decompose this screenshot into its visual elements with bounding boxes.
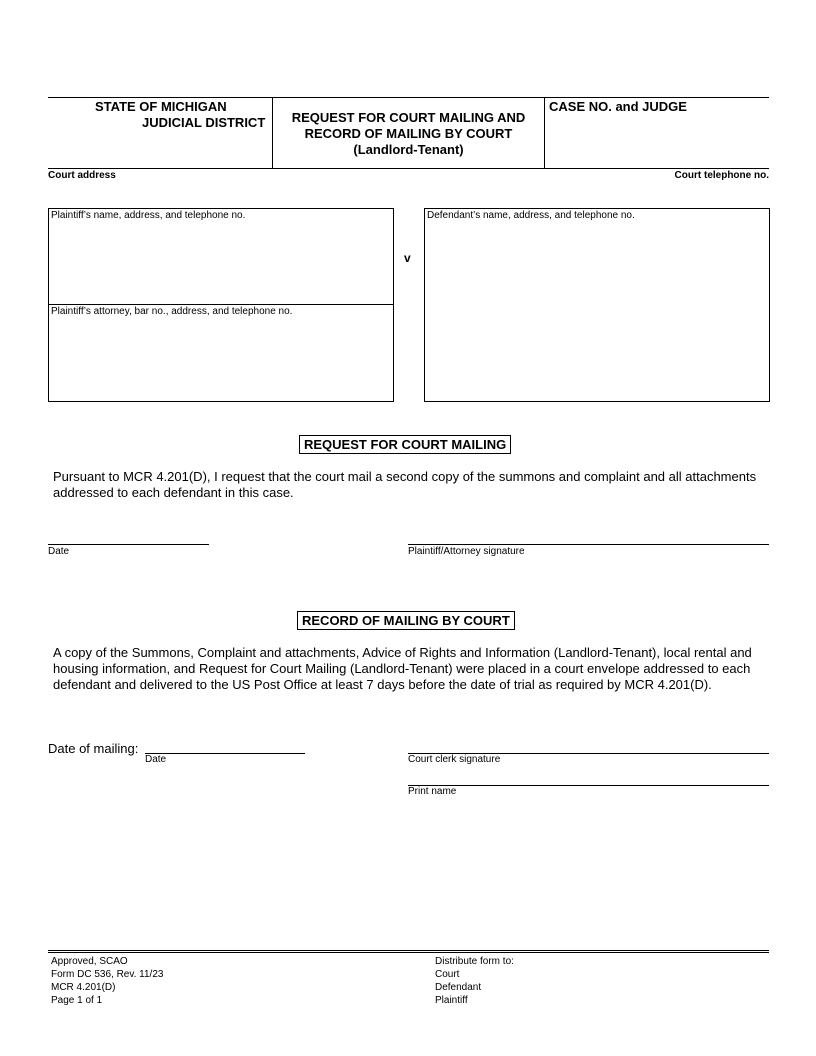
defendant-label: Defendant’s name, address, and telephone no.: [427, 210, 635, 221]
plaintiff-attorney-box[interactable]: [48, 304, 394, 402]
record-section-title: RECORD OF MAILING BY COURT: [297, 611, 515, 630]
date-of-mailing-label: Date of mailing:: [48, 741, 139, 756]
form-title-line2: RECORD OF MAILING BY COURT: [304, 126, 513, 141]
distribute-defendant: Defendant: [435, 982, 482, 993]
request-date-label: Date: [48, 546, 70, 557]
plaintiff-label: Plaintiff’s name, address, and telephone no.: [51, 210, 246, 221]
court-address-label: Court address: [48, 170, 116, 181]
print-name-line[interactable]: [408, 785, 769, 786]
record-text: A copy of the Summons, Complaint and attachments, Advice of Rights and Information (Landlord-Tenant), local rental and housing information, and Request for Court Mailing (Landlord-Tenant) were placed in a court envelope addressed to each defendant and delivered to the US Post Office at least 7 days before the date of trial as required by MCR 4.201(D).: [53, 645, 752, 692]
case-no-label: CASE NO. and JUDGE: [549, 99, 687, 114]
footer-rule-top: [48, 950, 769, 951]
request-date-line[interactable]: [48, 544, 209, 545]
footer-rule-bottom: [48, 952, 769, 953]
request-section-title: REQUEST FOR COURT MAILING: [299, 435, 511, 454]
form-title: [273, 110, 544, 158]
distribute-plaintiff: Plaintiff: [435, 995, 468, 1006]
request-signature-label: Plaintiff/Attorney signature: [408, 546, 525, 557]
district-label: JUDICIAL DISTRICT: [142, 115, 266, 130]
header-divider-right: [544, 97, 545, 168]
distribute-court: Court: [435, 969, 460, 980]
court-phone-label: Court telephone no.: [674, 170, 769, 181]
footer-distribution: [435, 955, 514, 1007]
case-no-field[interactable]: [546, 117, 768, 167]
print-name-label: Print name: [408, 786, 457, 797]
plaintiff-attorney-label: Plaintiff’s attorney, bar no., address, and telephone no.: [51, 306, 293, 317]
footer-left: [51, 955, 163, 1007]
footer-form-number: Form DC 536, Rev. 11/23: [51, 969, 164, 980]
state-label: STATE OF MICHIGAN: [95, 99, 227, 114]
versus-label: v: [404, 251, 411, 265]
request-signature-line[interactable]: [408, 544, 769, 545]
footer-rule: MCR 4.201(D): [51, 982, 116, 993]
footer-approved: Approved, SCAO: [51, 956, 128, 967]
mailing-date-label: Date: [145, 754, 167, 765]
defendant-box[interactable]: [424, 208, 770, 402]
header-bottom-rule: [48, 168, 769, 169]
distribute-label: Distribute form to:: [435, 956, 514, 967]
header-top-rule: [48, 97, 769, 98]
form-title-line1: REQUEST FOR COURT MAILING AND: [291, 110, 526, 125]
footer-page: Page 1 of 1: [51, 995, 103, 1006]
date-of-mailing-line[interactable]: [145, 753, 305, 754]
form-title-line3: (Landlord-Tenant): [353, 142, 464, 157]
plaintiff-box[interactable]: [48, 208, 394, 305]
request-text: Pursuant to MCR 4.201(D), I request that the court mail a second copy of the summons and complaint and all attachments addressed to each defendant in this case.: [53, 469, 757, 500]
clerk-signature-label: Court clerk signature: [408, 754, 501, 765]
